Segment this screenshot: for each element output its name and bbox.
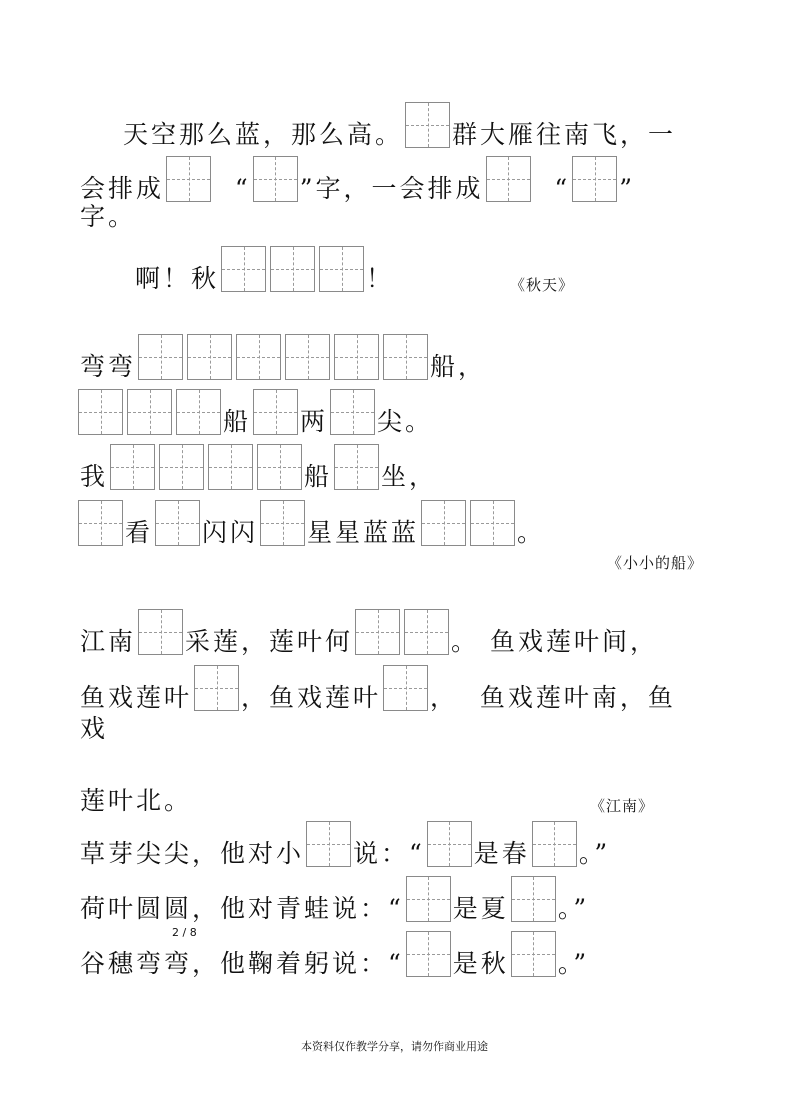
line-text: 说：“ — [353, 839, 425, 868]
line-text: 看 — [125, 518, 154, 547]
answer-box[interactable] — [285, 334, 330, 380]
poem-title: 《秋天》 — [510, 276, 575, 294]
text-line — [76, 496, 545, 546]
answer-box[interactable] — [127, 389, 172, 435]
line-text: 。 鱼戏莲叶间， — [451, 627, 658, 656]
line-text: ”字，一会排成 — [299, 174, 484, 203]
answer-box[interactable] — [176, 389, 221, 435]
line-text: 。” — [557, 894, 590, 923]
line-text: “ — [213, 174, 251, 203]
line-text: 天空那么蓝，那么高。 — [123, 120, 404, 149]
line-text: 鱼戏莲叶 — [80, 683, 193, 712]
answer-box[interactable] — [404, 609, 449, 655]
line-text: 星星蓝蓝 — [307, 518, 420, 547]
answer-box[interactable] — [78, 389, 123, 435]
line-text: 坐， — [381, 462, 438, 491]
line-text: 字。 — [80, 202, 137, 231]
line-text: 荷叶圆圆，他对青蛙说：“ — [80, 894, 404, 923]
answer-box[interactable] — [334, 334, 379, 380]
line-text: 两 — [300, 407, 329, 436]
line-text: 船 — [304, 462, 333, 491]
text-line — [76, 385, 433, 435]
answer-box[interactable] — [470, 500, 515, 546]
line-text: 啊！秋 — [135, 264, 220, 293]
line-text: 。” — [557, 949, 590, 978]
answer-box[interactable] — [532, 821, 577, 867]
answer-box[interactable] — [511, 876, 556, 922]
line-text: ， 鱼戏莲叶南，鱼 — [430, 683, 676, 712]
text-line — [80, 872, 589, 922]
answer-box[interactable] — [110, 444, 155, 490]
answer-box[interactable] — [572, 156, 617, 202]
text-line — [123, 98, 676, 148]
answer-box[interactable] — [159, 444, 204, 490]
answer-box[interactable] — [236, 334, 281, 380]
line-text: 。” — [578, 839, 611, 868]
line-text: 戏 — [80, 714, 109, 743]
line-text: ！ — [366, 264, 395, 293]
line-text: 莲叶北。 — [80, 786, 193, 815]
line-text: 采莲，莲叶何 — [185, 627, 354, 656]
line-text: 。 — [517, 518, 546, 547]
answer-box[interactable] — [319, 246, 364, 292]
poem-title: 《小小的船》 — [607, 554, 704, 572]
line-text: ” — [619, 174, 635, 203]
answer-box[interactable] — [486, 156, 531, 202]
text-line — [80, 661, 676, 711]
line-text: 弯弯 — [80, 352, 137, 381]
line-text: “ — [532, 174, 571, 203]
answer-box[interactable] — [306, 821, 351, 867]
answer-box[interactable] — [421, 500, 466, 546]
line-text: 江南 — [80, 627, 137, 656]
line-text: 闪闪 — [202, 518, 259, 547]
answer-box[interactable] — [253, 156, 298, 202]
answer-box[interactable] — [383, 334, 428, 380]
answer-box[interactable] — [138, 609, 183, 655]
line-text: 是秋 — [452, 949, 509, 978]
answer-box[interactable] — [330, 389, 375, 435]
text-line — [80, 152, 635, 202]
answer-box[interactable] — [406, 876, 451, 922]
answer-box[interactable] — [406, 931, 451, 977]
answer-box[interactable] — [194, 665, 239, 711]
text-line — [80, 180, 136, 230]
text-line — [80, 605, 658, 655]
text-line — [80, 817, 610, 867]
answer-box[interactable] — [355, 609, 400, 655]
line-text: 船， — [430, 352, 487, 381]
answer-box[interactable] — [208, 444, 253, 490]
answer-box[interactable] — [187, 334, 232, 380]
line-text: ，鱼戏莲叶 — [241, 683, 382, 712]
line-text: 草芽尖尖，他对小 — [80, 839, 305, 868]
text-line — [80, 764, 192, 814]
answer-box[interactable] — [253, 389, 298, 435]
page-number: 2 / 8 — [172, 926, 197, 939]
line-text: 我 — [80, 462, 109, 491]
text-line — [80, 440, 437, 490]
answer-box[interactable] — [383, 665, 428, 711]
answer-box[interactable] — [257, 444, 302, 490]
line-text: 是春 — [473, 839, 530, 868]
answer-box[interactable] — [221, 246, 266, 292]
answer-box[interactable] — [427, 821, 472, 867]
answer-box[interactable] — [78, 500, 123, 546]
answer-box[interactable] — [260, 500, 305, 546]
line-text: 尖。 — [377, 407, 434, 436]
answer-box[interactable] — [166, 156, 211, 202]
line-text: 船 — [223, 407, 252, 436]
answer-box[interactable] — [334, 444, 379, 490]
text-line — [80, 330, 486, 380]
answer-box[interactable] — [270, 246, 315, 292]
line-text: 会排成 — [80, 174, 165, 203]
answer-box[interactable] — [155, 500, 200, 546]
line-text: 谷穗弯弯，他鞠着躬说：“ — [80, 949, 404, 978]
answer-box[interactable] — [511, 931, 556, 977]
text-line — [80, 927, 589, 977]
answer-box[interactable] — [405, 102, 450, 148]
text-line — [135, 242, 394, 292]
footer-note: 本资料仅作教学分享，请勿作商业用途 — [301, 1040, 488, 1053]
text-line — [80, 692, 108, 742]
line-text: 是夏 — [452, 894, 509, 923]
line-text: 群大雁往南飞，一 — [452, 120, 677, 149]
poem-title: 《江南》 — [590, 797, 655, 815]
answer-box[interactable] — [138, 334, 183, 380]
